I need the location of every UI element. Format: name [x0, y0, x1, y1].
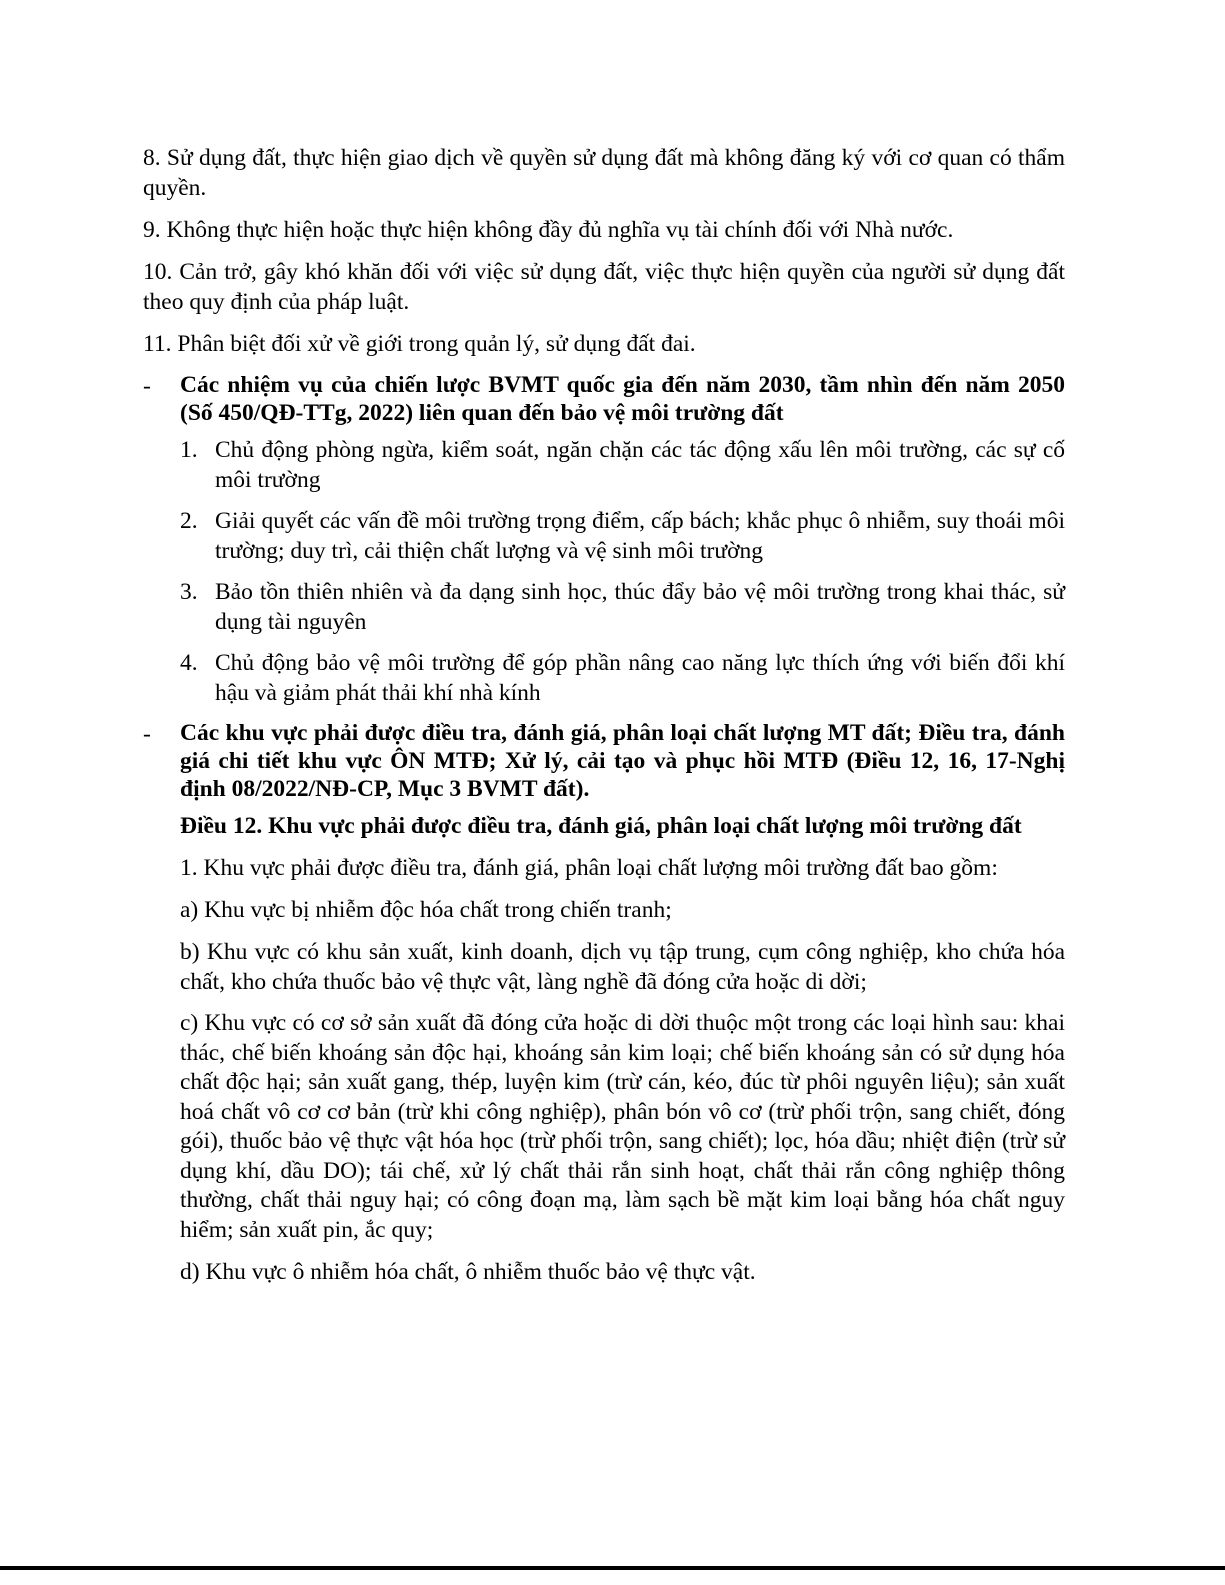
page-bottom-border [0, 1566, 1225, 1570]
intro-item-9: 9. Không thực hiện hoặc thực hiện không đầy đủ nghĩa vụ tài chính đối với Nhà nước. [143, 217, 954, 243]
article-12 [180, 811, 1065, 1287]
section-title: Các khu vực phải được điều tra, đánh giá, phân loại chất lượng MT đất; Điều tra, đánh giá chi tiết khu vực ÔN MTĐ; Xử lý, cải tạo và phục hồi MTĐ (Điều 12, 16, 17-Nghị định 08/2022/NĐ-CP, Mục 3 BVMT đất). [180, 720, 1065, 802]
point-a: a) Khu vực bị nhiễm độc hóa chất trong chiến tranh; [180, 897, 672, 923]
list-text: Giải quyết các vấn đề môi trường trọng điểm, cấp bách; khắc phục ô nhiễm, suy thoái môi trường; duy trì, cải thiện chất lượng và vệ sinh môi trường [215, 508, 1065, 564]
list-text: Bảo tồn thiên nhiên và đa dạng sinh học, thúc đẩy bảo vệ môi trường trong khai thác, sử dụng tài nguyên [215, 579, 1065, 635]
clause-1: 1. Khu vực phải được điều tra, đánh giá, phân loại chất lượng môi trường đất bao gồm: [180, 855, 998, 881]
list-number: 3. [180, 579, 198, 605]
intro-item-8: 8. Sử dụng đất, thực hiện giao dịch về quyền sử dụng đất mà không đăng ký với cơ quan có thẩm quyền. [143, 145, 1065, 201]
section-title: Các nhiệm vụ của chiến lược BVMT quốc gia đến năm 2030, tầm nhìn đến năm 2050 (Số 450/QĐ-TTg, 2022) liên quan đến bảo vệ môi trường đất [180, 372, 1065, 426]
list-item [180, 577, 1065, 637]
intro-item-11: 11. Phân biệt đối xử về giới trong quản lý, sử dụng đất đai. [143, 331, 696, 357]
article-title: Điều 12. Khu vực phải được điều tra, đánh giá, phân loại chất lượng môi trường đất [180, 813, 1022, 839]
list-number: 4. [180, 650, 198, 676]
point-b: b) Khu vực có khu sản xuất, kinh doanh, dịch vụ tập trung, cụm công nghiệp, kho chứa hóa chất, kho chứa thuốc bảo vệ thực vật, làng nghề đã đóng cửa hoặc di dời; [180, 939, 1065, 995]
list-text: Chủ động bảo vệ môi trường để góp phần nâng cao năng lực thích ứng với biến đổi khí hậu và giảm phát thải khí nhà kính [215, 650, 1065, 706]
point-c: c) Khu vực có cơ sở sản xuất đã đóng cửa hoặc di dời thuộc một trong các loại hình sau: khai thác, chế biến khoáng sản độc hại, khoáng sản kim loại; chế biến khoáng sản có sử dụng hóa chất độc hại; sản xuất gang, thép, luyện kim (trừ cán, kéo, đúc từ phôi nguyên liệu); sản xuất hoá chất vô cơ cơ bản (trừ khi công nghiệp), phân bón vô cơ (trừ phối trộn, sang chiết, đóng gói), thuốc bảo vệ thực vật hóa học (trừ phối trộn, sang chiết); lọc, hóa dầu; nhiệt điện (trừ sử dụng khí, dầu DO); tái chế, xử lý chất thải rắn sinh hoạt, chất thải rắn công nghiệp thông thường, chất thải nguy hại; có công đoạn mạ, làm sạch bề mặt kim loại bằng hóa chất nguy hiểm; sản xuất pin, ắc quy; [180, 1010, 1065, 1243]
section-strategy-tasks [143, 371, 1065, 708]
point-d: d) Khu vực ô nhiễm hóa chất, ô nhiễm thuốc bảo vệ thực vật. [180, 1259, 756, 1285]
dash-bullet: - [143, 373, 151, 399]
document-page [143, 143, 1065, 1299]
section-soil-areas [143, 719, 1065, 1287]
dash-bullet: - [143, 721, 151, 747]
intro-item-10: 10. Cản trở, gây khó khăn đối với việc sử dụng đất, việc thực hiện quyền của người sử dụng đất theo quy định của pháp luật. [143, 259, 1065, 315]
list-number: 1. [180, 437, 198, 463]
list-text: Chủ động phòng ngừa, kiểm soát, ngăn chặn các tác động xấu lên môi trường, các sự cố môi trường [215, 437, 1065, 493]
task-list [180, 435, 1065, 708]
list-number: 2. [180, 508, 198, 534]
list-item [180, 435, 1065, 495]
list-item [180, 648, 1065, 708]
list-item [180, 506, 1065, 566]
